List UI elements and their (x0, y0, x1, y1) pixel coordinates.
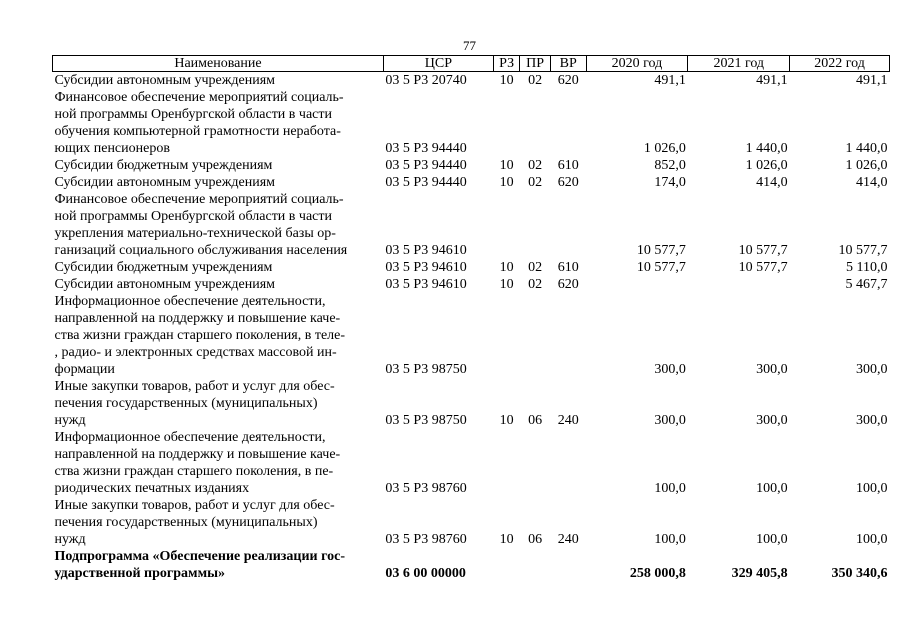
row-csr: 03 5 Р3 20740 (385, 73, 467, 88)
row-vr: 620 (557, 175, 579, 190)
header-2022: 2022 год (790, 56, 890, 72)
row-rz: 10 (499, 277, 514, 292)
row-pr: 06 (528, 413, 543, 428)
row-amount-2021: 10 577,7 (738, 260, 788, 275)
row-name: Субсидии бюджетным учреждениям (54, 158, 273, 173)
row-rz (493, 293, 519, 378)
row-amount-2020: 300,0 (654, 413, 686, 428)
row-rz: 10 (499, 73, 514, 88)
budget-table (52, 55, 890, 582)
row-amount-2021: 329 405,8 (731, 566, 788, 581)
row-csr: 03 5 Р3 94440 (385, 175, 467, 190)
header-name: Наименование (53, 56, 384, 72)
row-amount-2021: 491,1 (756, 73, 788, 88)
row-rz: 10 (499, 413, 514, 428)
row-vr (550, 548, 586, 582)
row-name: Субсидии автономным учреждениям (54, 175, 276, 190)
row-amount-2022: 5 110,0 (846, 260, 888, 275)
table-row (53, 429, 890, 497)
row-rz: 10 (499, 175, 514, 190)
row-pr (520, 191, 551, 259)
row-csr: 03 6 00 00000 (385, 566, 466, 581)
row-vr: 610 (557, 158, 579, 173)
row-csr: 03 5 Р3 98750 (385, 413, 467, 428)
row-amount-2021: 10 577,7 (738, 243, 788, 258)
row-name: Информационное обеспечение деятельности, направленной на поддержку и повышение каче- ства жизни граждан старшего поколения, в пе- риодических печатных изданиях (54, 430, 341, 496)
row-amount-2022: 350 340,6 (831, 566, 888, 581)
row-rz (493, 89, 519, 157)
header-2021: 2021 год (688, 56, 790, 72)
row-amount-2020: 10 577,7 (636, 243, 686, 258)
row-amount-2021: 300,0 (756, 362, 788, 377)
row-name: Иные закупки товаров, работ и услуг для обес- печения государственных (муниципальных) нужд (54, 498, 335, 547)
row-amount-2020: 10 577,7 (636, 260, 686, 275)
row-rz (493, 429, 519, 497)
row-amount-2021: 100,0 (756, 532, 788, 547)
row-csr: 03 5 Р3 98750 (385, 362, 467, 377)
row-vr (550, 293, 586, 378)
row-amount-2021: 300,0 (756, 413, 788, 428)
row-amount-2022: 1 440,0 (845, 141, 888, 156)
table-row (53, 191, 890, 259)
row-amount-2022: 414,0 (856, 175, 888, 190)
row-csr: 03 5 Р3 94440 (385, 158, 467, 173)
table-row (53, 497, 890, 548)
row-pr: 02 (528, 73, 543, 88)
row-rz: 10 (499, 532, 514, 547)
row-amount-2020: 1 026,0 (643, 141, 686, 156)
table-row (53, 293, 890, 378)
table-row (53, 157, 890, 174)
row-pr (520, 548, 551, 582)
row-name: Подпрограмма «Обеспечение реализации гос- ударственной программы» (54, 549, 345, 581)
table-row (53, 378, 890, 429)
row-name: Субсидии автономным учреждениям (54, 73, 276, 88)
row-rz (493, 548, 519, 582)
row-amount-2020: 174,0 (654, 175, 686, 190)
row-amount-2020: 258 000,8 (629, 566, 686, 581)
row-csr: 03 5 Р3 94610 (385, 260, 467, 275)
row-amount-2021: 414,0 (756, 175, 788, 190)
row-name: Субсидии бюджетным учреждениям (54, 260, 273, 275)
header-csr: ЦСР (383, 56, 493, 72)
row-amount-2022: 300,0 (856, 413, 888, 428)
page-number: 77 (463, 38, 476, 53)
row-amount-2020 (586, 276, 688, 293)
row-pr (520, 429, 551, 497)
row-csr: 03 5 Р3 94610 (385, 243, 467, 258)
row-vr (550, 429, 586, 497)
row-amount-2020: 491,1 (654, 73, 686, 88)
row-vr (550, 191, 586, 259)
row-pr: 02 (528, 158, 543, 173)
table-row (53, 174, 890, 191)
row-csr: 03 5 Р3 98760 (385, 532, 467, 547)
header-vr: ВР (550, 56, 586, 72)
row-amount-2022: 100,0 (856, 481, 888, 496)
row-pr: 02 (528, 277, 543, 292)
row-name: Иные закупки товаров, работ и услуг для обес- печения государственных (муниципальных) нужд (54, 379, 335, 428)
row-vr: 240 (557, 413, 579, 428)
table-row (53, 276, 890, 293)
row-pr (520, 89, 551, 157)
row-vr: 620 (557, 73, 579, 88)
row-amount-2022: 491,1 (856, 73, 888, 88)
row-pr: 02 (528, 260, 543, 275)
row-name: Финансовое обеспечение мероприятий социаль- ной программы Оренбургской области в части обучения компьютерной грамотности неработа- ющих пенсионеров (54, 90, 344, 156)
row-amount-2021: 100,0 (756, 481, 788, 496)
row-rz: 10 (499, 158, 514, 173)
row-amount-2022: 10 577,7 (838, 243, 888, 258)
table-row (53, 72, 890, 90)
row-amount-2020: 300,0 (654, 362, 686, 377)
row-amount-2022: 5 467,7 (845, 277, 888, 292)
row-amount-2020: 100,0 (654, 481, 686, 496)
row-amount-2021: 1 440,0 (745, 141, 788, 156)
row-name: Информационное обеспечение деятельности, направленной на поддержку и повышение каче- ства жизни граждан старшего поколения, в теле- , радио- и электронных средствах массовой ин- формации (54, 294, 346, 377)
row-pr: 06 (528, 532, 543, 547)
row-csr: 03 5 Р3 94440 (385, 141, 467, 156)
row-name: Финансовое обеспечение мероприятий социаль- ной программы Оренбургской области в части укрепления материально-технической базы ор- ганизаций социального обслуживания населения (54, 192, 348, 258)
header-rz: РЗ (493, 56, 519, 72)
row-rz (493, 191, 519, 259)
row-vr: 620 (557, 277, 579, 292)
table-header-row (53, 56, 890, 72)
table-row (53, 89, 890, 157)
row-rz: 10 (499, 260, 514, 275)
header-pr: ПР (520, 56, 551, 72)
row-amount-2021: 1 026,0 (745, 158, 788, 173)
row-amount-2020: 100,0 (654, 532, 686, 547)
row-vr: 610 (557, 260, 579, 275)
row-vr (550, 89, 586, 157)
row-amount-2022: 300,0 (856, 362, 888, 377)
row-name: Субсидии автономным учреждениям (54, 277, 276, 292)
row-csr: 03 5 Р3 98760 (385, 481, 467, 496)
row-vr: 240 (557, 532, 579, 547)
row-pr: 02 (528, 175, 543, 190)
table-row (53, 259, 890, 276)
row-amount-2022: 100,0 (856, 532, 888, 547)
table-row (53, 548, 890, 582)
row-amount-2020: 852,0 (654, 158, 686, 173)
row-csr: 03 5 Р3 94610 (385, 277, 467, 292)
row-amount-2021 (688, 276, 790, 293)
row-amount-2022: 1 026,0 (845, 158, 888, 173)
row-pr (520, 293, 551, 378)
header-2020: 2020 год (586, 56, 688, 72)
table-body (53, 72, 890, 583)
